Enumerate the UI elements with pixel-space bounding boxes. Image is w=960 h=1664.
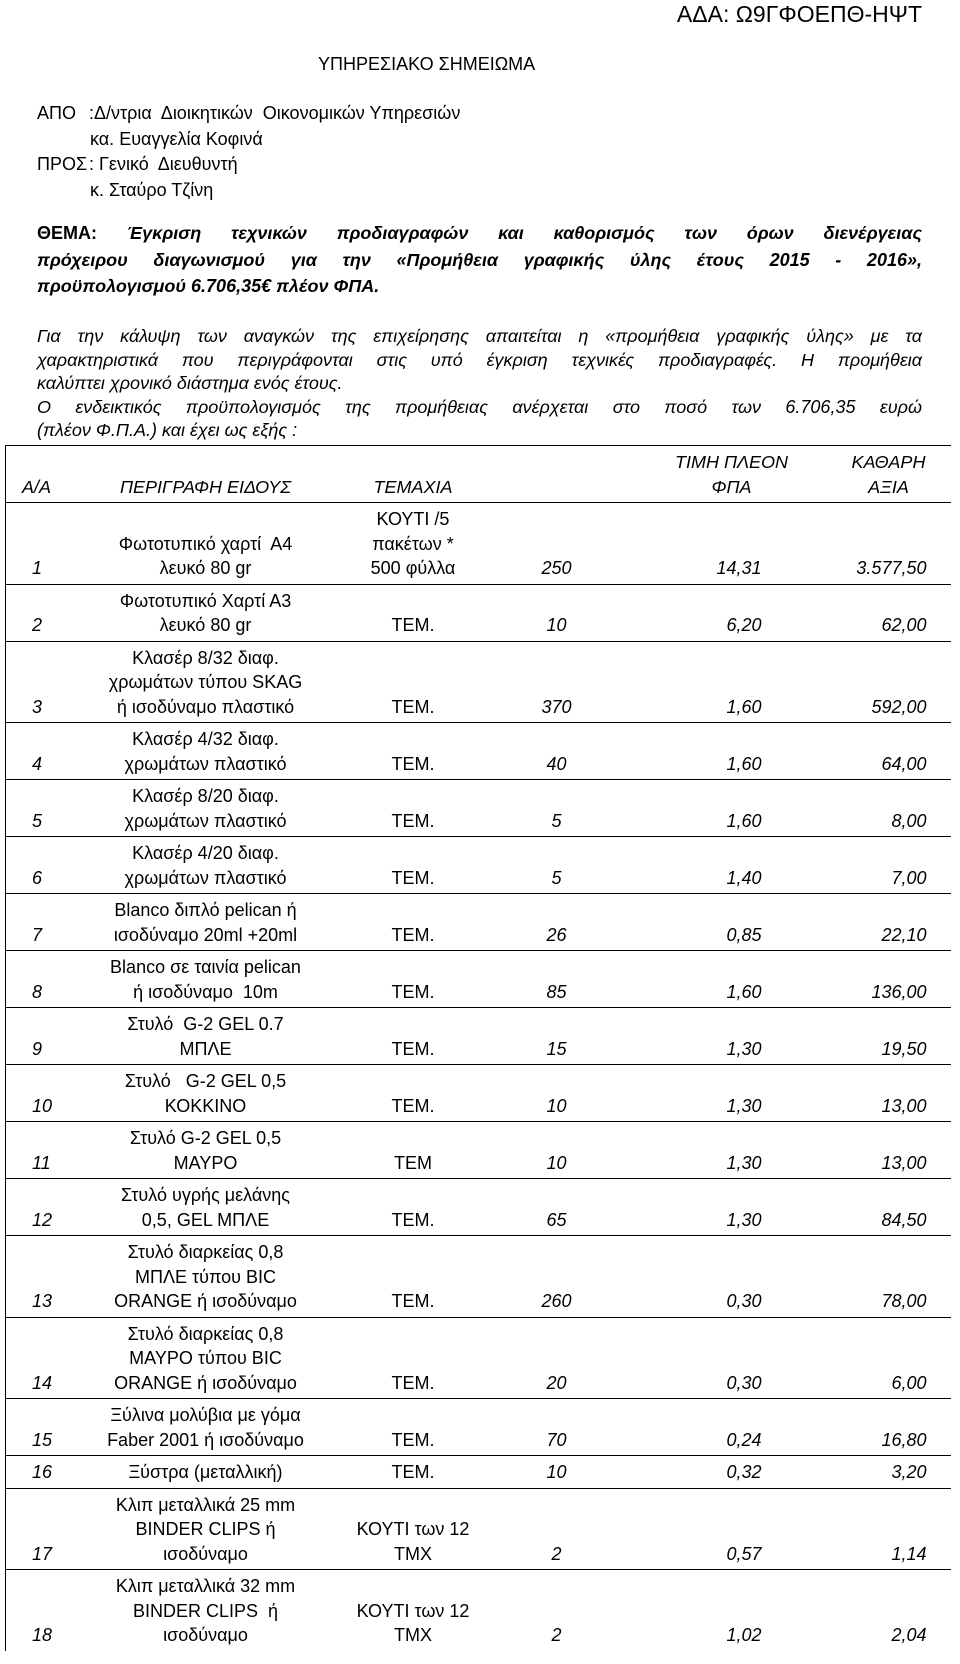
item-unit <box>326 641 501 723</box>
item-value: 7,00 <box>891 867 927 888</box>
item-value: 19,50 <box>881 1038 927 1059</box>
table-row <box>6 1122 951 1179</box>
item-unit-line: ΤΕΜ <box>394 1152 432 1173</box>
item-description-line: Στυλό διαρκείας 0,8 <box>127 1242 284 1262</box>
item-value: 13,00 <box>881 1095 927 1116</box>
table-row <box>6 1008 951 1065</box>
item-unit-line: ΤΕΜ. <box>391 867 435 888</box>
table-row <box>6 780 951 837</box>
from-text: :Δ/ντρια Διοικητικών Οικονομικών Υπηρεσιών <box>89 103 461 123</box>
item-value: 13,00 <box>881 1152 927 1173</box>
table-row <box>6 641 951 723</box>
item-unit-line: ΤΕΜ. <box>391 615 435 635</box>
from-name: κα. Ευαγγελία Κοφινά <box>90 128 263 149</box>
table-row <box>6 1399 951 1456</box>
item-unit-line: ΤΕΜ. <box>391 753 435 774</box>
item-quantity: 2 <box>551 1625 562 1645</box>
item-number: 2 <box>6 584 86 641</box>
header-quantity <box>501 446 613 503</box>
table-header-row <box>6 446 951 503</box>
item-description-line: BINDER CLIPS ή <box>135 1519 276 1539</box>
from-line <box>37 101 460 127</box>
item-description-line: Faber 2001 ή ισοδύναμο <box>107 1429 304 1450</box>
item-number: 1 <box>6 503 86 585</box>
item-description-line: Blanco σε ταινία pelican <box>110 957 301 977</box>
item-unit-line: ΤΕΜ. <box>391 1209 435 1230</box>
item-description <box>86 1179 326 1236</box>
item-value: 84,50 <box>881 1209 927 1230</box>
item-quantity: 260 <box>541 1291 572 1311</box>
item-quantity: 85 <box>546 981 567 1002</box>
item-description <box>86 723 326 780</box>
item-description <box>86 1236 326 1318</box>
to-label: ΠΡΟΣ <box>37 154 88 174</box>
item-description-line: χρωμάτων πλαστικό <box>124 753 287 774</box>
item-description-line: ή ισοδύναμο πλαστικό <box>116 696 295 717</box>
item-price: 1,30 <box>726 1038 762 1059</box>
item-description-line: Στυλό G-2 GEL 0,5 <box>129 1128 282 1148</box>
subject-line <box>37 220 922 247</box>
item-price: 0,57 <box>726 1543 762 1564</box>
item-price: 1,60 <box>726 696 762 717</box>
to-name: κ. Σταύρο Τζίνη <box>90 179 214 200</box>
item-description <box>86 1570 326 1651</box>
item-description-line: Κλιπ μεταλλικά 25 mm <box>115 1494 296 1515</box>
item-description-line: ισοδύναμο <box>163 1543 248 1564</box>
item-unit-line: ΚΟΥΤΙ /5 <box>376 509 450 529</box>
item-description-line: Κλασέρ 4/32 διαφ. <box>132 729 279 749</box>
item-description-line: Στυλό G-2 GEL 0.7 <box>127 1014 284 1034</box>
item-description-line: Ξύστρα (μεταλλική) <box>128 1462 283 1482</box>
item-number: 11 <box>6 1122 86 1179</box>
subject-line: προϋπολογισμού 6.706,35€ πλέον ΦΠΑ. <box>37 276 380 296</box>
item-description-line: ΚΟΚΚΙΝΟ <box>164 1095 247 1116</box>
item-number: 6 <box>6 837 86 894</box>
from-label: ΑΠΟ <box>37 103 77 123</box>
item-quantity: 370 <box>541 696 572 717</box>
item-description-line: Κλασέρ 8/32 διαφ. <box>132 647 279 668</box>
item-unit <box>326 1570 501 1651</box>
item-unit-line: ΚΟΥΤΙ των 12 <box>356 1519 470 1539</box>
header-value-label: ΚΑΘΑΡΗ ΑΞΙΑ <box>851 452 926 497</box>
item-quantity: 10 <box>546 1152 567 1173</box>
item-quantity: 5 <box>551 810 562 831</box>
item-description-line: Blanco διπλό pelican ή <box>114 900 297 920</box>
item-value: 592,00 <box>871 696 927 717</box>
item-description-line: Στυλό G-2 GEL 0,5 <box>124 1071 287 1091</box>
item-unit <box>326 503 501 585</box>
item-unit <box>326 1008 501 1065</box>
item-number: 12 <box>6 1179 86 1236</box>
item-value: 62,00 <box>881 615 927 635</box>
item-description-line: χρωμάτων πλαστικό <box>124 810 287 831</box>
item-price: 1,40 <box>726 867 762 888</box>
item-quantity: 15 <box>546 1038 567 1059</box>
item-price: 14,31 <box>716 558 762 578</box>
item-quantity: 40 <box>546 753 567 774</box>
header-unit: ΤΕΜΑΧΙΑ <box>373 476 453 497</box>
item-price: 1,30 <box>726 1152 762 1173</box>
item-unit-line: ΤΕΜ. <box>391 1372 435 1393</box>
table-row <box>6 723 951 780</box>
item-number: 9 <box>6 1008 86 1065</box>
item-description-line: ΜΑΥΡΟ τύπου BIC <box>129 1348 282 1368</box>
item-value: 3,20 <box>891 1462 927 1482</box>
item-description-line: Φωτοτυπικό Χαρτί Α3 <box>119 590 292 611</box>
item-number: 17 <box>6 1488 86 1570</box>
item-description <box>86 584 326 641</box>
item-unit <box>326 1399 501 1456</box>
item-description-line: χρωμάτων τύπου SKAG <box>108 672 303 692</box>
item-quantity: 10 <box>546 615 567 635</box>
item-unit-line: ΤΕΜ. <box>391 1038 435 1059</box>
item-description-line: Κλασέρ 4/20 διαφ. <box>132 843 279 863</box>
item-value: 64,00 <box>881 753 927 774</box>
item-description-line: ισοδύναμο <box>163 1625 248 1645</box>
item-description-line: 0,5, GEL ΜΠΛΕ <box>141 1209 270 1230</box>
subject-line: πρόχειρου διαγωνισμού για την «Προμήθεια γραφικής ύλης έτους 2015 - 2016», <box>37 249 922 270</box>
table-row <box>6 951 951 1008</box>
item-description-line: BINDER CLIPS ή <box>132 1600 279 1621</box>
subject <box>37 220 922 300</box>
item-unit <box>326 1488 501 1570</box>
memo-title: ΥΠΗΡΕΣΙΑΚΟ ΣΗΜΕΙΩΜΑ <box>318 54 536 74</box>
item-unit <box>326 1179 501 1236</box>
item-value: 16,80 <box>881 1429 927 1450</box>
item-number: 5 <box>6 780 86 837</box>
item-unit <box>326 1236 501 1318</box>
item-value: 6,00 <box>891 1372 927 1393</box>
item-price: 1,60 <box>726 810 762 831</box>
item-price: 1,60 <box>726 753 762 774</box>
item-description <box>86 780 326 837</box>
item-description-line: ΜΑΥΡΟ <box>173 1152 238 1173</box>
item-unit <box>326 894 501 951</box>
item-unit <box>326 837 501 894</box>
item-description-line: ισοδύναμο 20ml +20ml <box>113 924 298 945</box>
item-description-line: Στυλό διαρκείας 0,8 <box>127 1323 284 1344</box>
item-quantity: 10 <box>546 1462 567 1482</box>
table-row <box>6 1456 951 1489</box>
item-price: 0,85 <box>726 924 762 945</box>
item-quantity: 5 <box>551 867 562 888</box>
item-unit <box>326 951 501 1008</box>
intro-line: χαρακτηριστικά που περιγράφονται στις υπό έγκριση τεχνικές προδιαγραφές. Η προμήθεια <box>37 349 922 370</box>
item-description-line: ORANGE ή ισοδύναμο <box>114 1372 297 1393</box>
table-row <box>6 1065 951 1122</box>
item-unit-line: ΤΕΜ. <box>391 1095 435 1116</box>
item-unit-line: ΤΕΜ. <box>391 924 435 945</box>
table-row <box>6 1317 951 1399</box>
item-number: 15 <box>6 1399 86 1456</box>
table-row <box>6 894 951 951</box>
item-quantity: 2 <box>551 1543 562 1564</box>
item-description-line: Στυλό υγρής μελάνης <box>121 1185 290 1205</box>
intro-line: (πλέον Φ.Π.Α.) και έχει ως εξής : <box>37 420 298 440</box>
item-quantity: 70 <box>546 1429 567 1450</box>
header-description: ΠΕΡΙΓΡΑΦΗ ΕΙΔΟΥΣ <box>120 476 291 497</box>
item-unit-line: ΤΕΜ. <box>391 696 435 717</box>
item-value: 8,00 <box>891 810 927 831</box>
item-number: 16 <box>6 1456 86 1489</box>
item-description-line: Κλιπ μεταλλικά 32 mm <box>115 1576 296 1596</box>
item-description-line: ΜΠΛΕ <box>179 1038 232 1059</box>
item-unit-line: ΤΕΜ. <box>391 1291 435 1311</box>
item-description-line: ή ισοδύναμο 10m <box>133 981 278 1002</box>
item-value: 22,10 <box>881 924 927 945</box>
intro-line: Για την κάλυψη των αναγκών της επιχείρησης απαιτείται η «προμήθεια γραφικής ύλης» με τα <box>37 326 922 346</box>
item-description <box>86 1317 326 1399</box>
address-block <box>37 101 460 203</box>
item-description <box>86 894 326 951</box>
item-unit <box>326 1456 501 1489</box>
header-price <box>613 446 839 503</box>
item-description <box>86 1008 326 1065</box>
table-row <box>6 584 951 641</box>
intro-line: καλύπτει χρονικό διάστημα ενός έτους. <box>37 373 343 393</box>
table-row <box>6 503 951 585</box>
item-unit <box>326 1065 501 1122</box>
item-quantity: 10 <box>546 1095 567 1116</box>
item-unit-line: ΤΕΜ. <box>391 810 435 831</box>
item-description-line: Κλασέρ 8/20 διαφ. <box>132 786 279 806</box>
item-unit <box>326 723 501 780</box>
item-value: 3.577,50 <box>856 558 927 578</box>
subject-text: Έγκριση τεχνικών προδιαγραφών και καθορισμός των όρων διενέργειας <box>126 223 922 243</box>
item-description <box>86 1456 326 1489</box>
item-price: 0,30 <box>726 1372 762 1393</box>
item-price: 1,60 <box>726 981 762 1002</box>
header-price-label: ΤΙΜΗ ΠΛΕΟΝ ΦΠΑ <box>674 452 789 497</box>
table-row <box>6 1488 951 1570</box>
item-unit-line: πακέτων * <box>372 533 454 554</box>
items-table <box>5 445 951 1651</box>
item-price: 0,30 <box>726 1291 762 1311</box>
to-line <box>37 152 460 178</box>
header-no: Α/Α <box>6 446 86 503</box>
item-quantity: 250 <box>541 558 572 578</box>
item-unit-line: ΚΟΥΤΙ των 12 <box>356 1600 470 1621</box>
item-description <box>86 1122 326 1179</box>
to-text: : Γενικό Διευθυντή <box>89 154 238 174</box>
ada-code: ΑΔΑ: Ω9ΓΦΟΕΠΘ-ΗΨΤ <box>676 1 922 27</box>
item-unit <box>326 1122 501 1179</box>
item-description <box>86 837 326 894</box>
item-number: 13 <box>6 1236 86 1318</box>
item-description-line: Ξύλινα μολύβια με γόμα <box>110 1405 301 1425</box>
item-value: 78,00 <box>881 1291 927 1311</box>
item-unit-line: ΤΕΜ. <box>391 1462 435 1482</box>
item-unit <box>326 584 501 641</box>
item-description-line: Φωτοτυπικό χαρτί Α4 <box>118 533 293 554</box>
item-description <box>86 951 326 1008</box>
table-row <box>6 1236 951 1318</box>
item-description <box>86 1488 326 1570</box>
item-description-line: λευκό 80 gr <box>159 615 252 635</box>
item-number: 4 <box>6 723 86 780</box>
item-quantity: 26 <box>546 924 567 945</box>
item-price: 1,30 <box>726 1209 762 1230</box>
table-row <box>6 837 951 894</box>
item-number: 14 <box>6 1317 86 1399</box>
item-number: 18 <box>6 1570 86 1651</box>
item-price: 6,20 <box>726 615 762 635</box>
item-unit <box>326 780 501 837</box>
item-number: 10 <box>6 1065 86 1122</box>
item-price: 1,02 <box>726 1625 762 1645</box>
table-row <box>6 1570 951 1651</box>
table-row <box>6 1179 951 1236</box>
item-description <box>86 1065 326 1122</box>
item-description-line: λευκό 80 gr <box>159 558 252 578</box>
item-description-line: ORANGE ή ισοδύναμο <box>114 1291 297 1311</box>
item-number: 7 <box>6 894 86 951</box>
item-number: 8 <box>6 951 86 1008</box>
item-description-line: ΜΠΛΕ τύπου BIC <box>134 1266 276 1287</box>
item-unit <box>326 1317 501 1399</box>
item-unit-line: ΤΜΧ <box>394 1625 432 1645</box>
header-value <box>839 446 951 503</box>
items-table-body <box>6 503 951 1651</box>
subject-label: ΘΕΜΑ: <box>37 223 97 243</box>
item-description <box>86 1399 326 1456</box>
item-quantity: 65 <box>546 1209 567 1230</box>
item-description <box>86 641 326 723</box>
item-number: 3 <box>6 641 86 723</box>
item-quantity: 20 <box>546 1372 567 1393</box>
item-price: 1,30 <box>726 1095 762 1116</box>
intro-paragraph <box>37 325 922 443</box>
item-unit-line: 500 φύλλα <box>370 558 456 578</box>
item-unit-line: ΤΕΜ. <box>391 981 435 1002</box>
item-description-line: χρωμάτων πλαστικό <box>124 867 287 888</box>
item-value: 2,04 <box>891 1625 927 1645</box>
item-value: 136,00 <box>871 981 927 1002</box>
item-value: 1,14 <box>891 1543 927 1564</box>
intro-line: Ο ενδεικτικός προϋπολογισμός της προμήθειας ανέρχεται στο ποσό των 6.706,35 ευρώ <box>37 396 922 417</box>
item-unit-line: ΤΕΜ. <box>391 1429 435 1450</box>
item-description <box>86 503 326 585</box>
item-price: 0,32 <box>726 1462 762 1482</box>
item-price: 0,24 <box>726 1429 762 1450</box>
item-unit-line: ΤΜΧ <box>394 1543 432 1564</box>
